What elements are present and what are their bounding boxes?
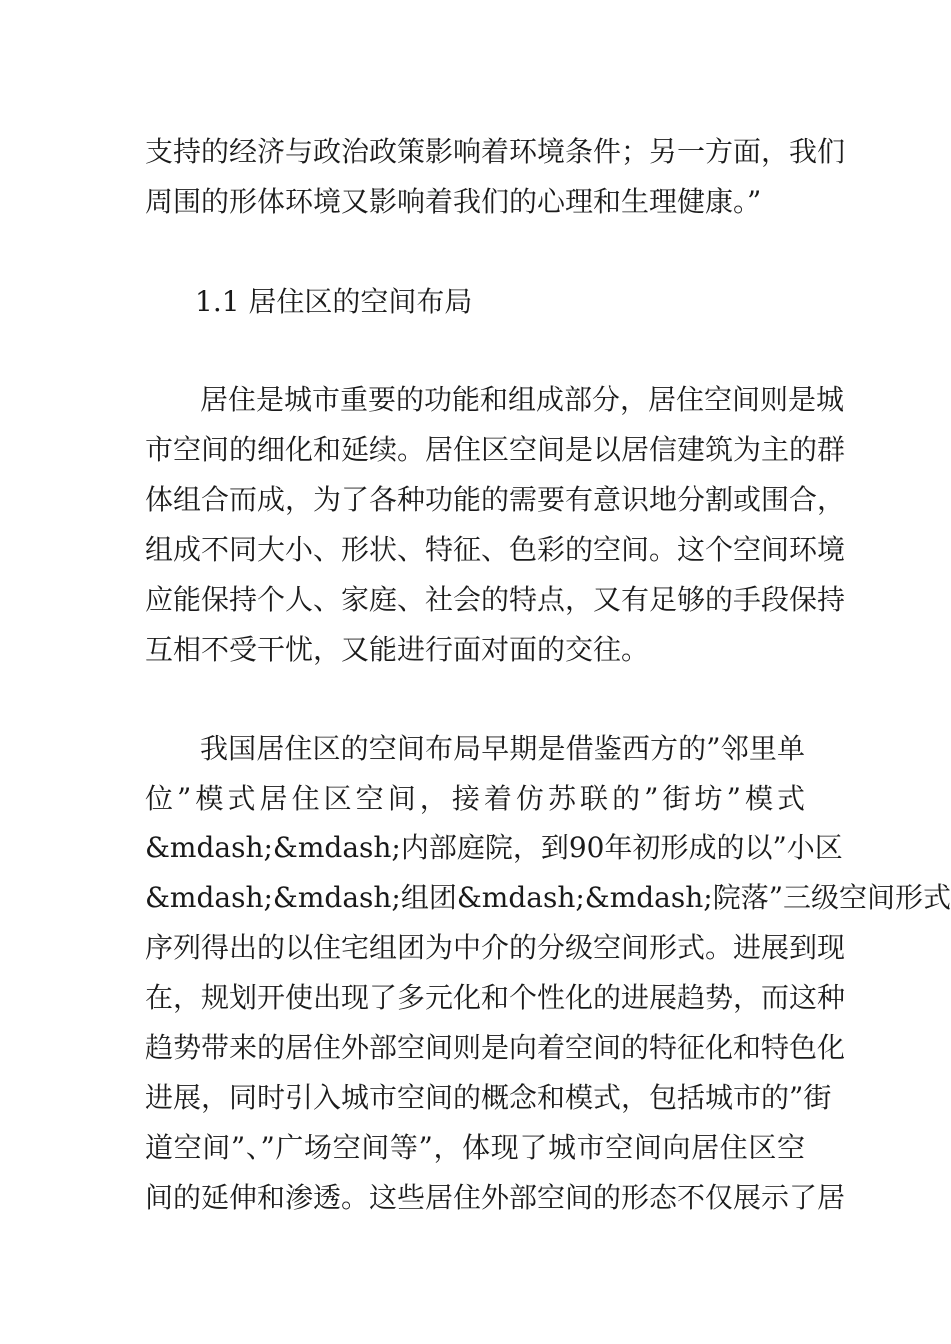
section-heading: 1.1 居住区的空间布局: [195, 285, 473, 318]
paragraph-line: 应能保持个人、家庭、社会的特点，又有足够的手段保持: [145, 583, 846, 616]
paragraph-line: 周围的形体环境又影响着我们的心理和生理健康。”: [145, 185, 762, 218]
paragraph-line: 支持的经济与政治政策影响着环境条件；另一方面，我们: [145, 135, 846, 168]
paragraph-line: 市空间的细化和延续。居住区空间是以居信建筑为主的群: [145, 433, 846, 466]
paragraph-line: &mdash;&mdash;内部庭院，到90年初形成的以”小区: [145, 831, 843, 864]
paragraph-line: 间的延伸和渗透。这些居住外部空间的形态不仅展示了居: [145, 1181, 846, 1214]
paragraph-line: 居住是城市重要的功能和组成部分，居住空间则是城: [200, 383, 845, 416]
paragraph-line: 道空间”、”广场空间等”，体现了城市空间向居住区空: [145, 1131, 805, 1164]
paragraph-line: 趋势带来的居住外部空间则是向着空间的特征化和特色化: [145, 1031, 846, 1064]
paragraph-line: 我国居住区的空间布局早期是借鉴西方的”邻里单: [200, 732, 805, 765]
paragraph-line: 体组合而成，为了各种功能的需要有意识地分割或围合，: [145, 483, 846, 516]
paragraph-line: &mdash;&mdash;组团&mdash;&mdash;院落”三级空间形式: [145, 881, 951, 914]
paragraph-line: 序列得出的以住宅组团为中介的分级空间形式。进展到现: [145, 931, 846, 964]
paragraph-line: 在，规划开使出现了多元化和个性化的进展趋势，而这种: [145, 981, 846, 1014]
paragraph-line: 互相不受干忧，又能进行面对面的交往。: [145, 633, 650, 666]
paragraph-line: 组成不同大小、形状、特征、色彩的空间。这个空间环境: [145, 533, 846, 566]
paragraph-line: 进展，同时引入城市空间的概念和模式，包括城市的”街: [145, 1081, 832, 1114]
paragraph-line: 位”模式居住区空间，接着仿苏联的”街坊”模式: [145, 782, 805, 815]
